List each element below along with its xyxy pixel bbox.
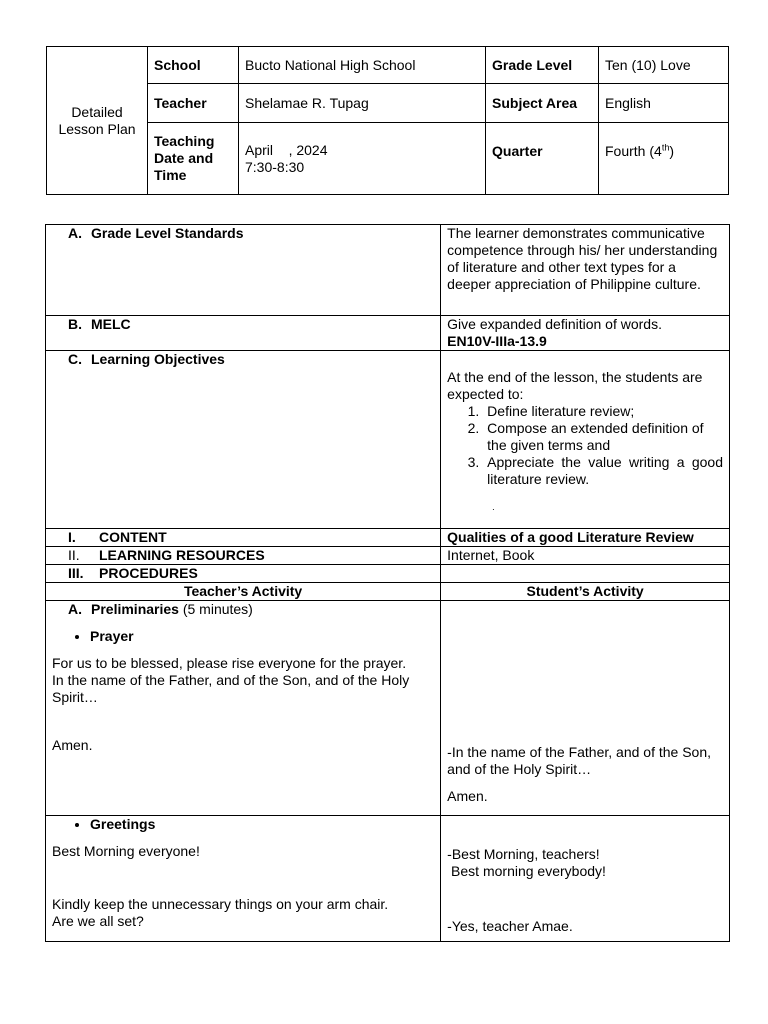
student-amen: Amen.	[447, 788, 488, 804]
greetings-title: • Greetings	[90, 816, 434, 833]
subject-value: English	[599, 84, 729, 123]
teacher-question: Are we all set?	[52, 913, 144, 929]
quarter-value: Fourth (4th)	[599, 123, 729, 195]
quarter-label: Quarter	[486, 123, 599, 195]
resources-value: Internet, Book	[441, 547, 730, 565]
objectives-heading: C. Learning Objectives	[46, 351, 441, 529]
content-value: Qualities of a good Literature Review	[441, 529, 730, 547]
content-heading: I. CONTENT	[46, 529, 441, 547]
resources-heading: II. LEARNING RESOURCES	[46, 547, 441, 565]
objectives-cell	[441, 351, 730, 529]
objectives-intro: At the end of the lesson, the students are expected to:	[447, 369, 703, 402]
preliminaries-heading: A. Preliminaries (5 minutes)	[68, 601, 253, 617]
prayer-title: • Prayer	[90, 628, 434, 645]
procedures-value	[441, 565, 730, 583]
teacher-value: Shelamae R. Tupag	[239, 84, 486, 123]
standards-text: The learner demonstrates communicative competence through his/ her understanding of literature and other text types for a deeper appreciation of Philippine culture.	[441, 225, 730, 316]
teacher-prayer-text: In the name of the Father, and of the Son, and of the Holy Spirit…	[52, 672, 410, 705]
lesson-body-table	[45, 224, 730, 942]
teacher-amen: Amen.	[52, 737, 93, 753]
plan-type: Detailed Lesson Plan	[47, 47, 148, 195]
greetings-student-cell	[441, 816, 730, 942]
teacher-column-header: Teacher’s Activity	[46, 583, 441, 601]
objective-item: 3. Appreciate the value writing a good literature review.	[483, 454, 723, 488]
objectives-trailing: .	[492, 502, 495, 512]
date-label: Teaching Date and Time	[148, 123, 239, 195]
teacher-label: Teacher	[148, 84, 239, 123]
standards-heading: A. Grade Level Standards	[46, 225, 441, 316]
grade-value: Ten (10) Love	[599, 47, 729, 84]
melc-code: EN10V-IIIa-13.9	[447, 333, 547, 349]
date-cell	[239, 123, 486, 195]
melc-heading: B. MELC	[46, 316, 441, 351]
student-greeting-1: -Best Morning, teachers!	[447, 846, 600, 862]
teacher-prayer-invite: For us to be blessed, please rise everyone for the prayer.	[52, 655, 407, 671]
school-value: Bucto National High School	[239, 47, 486, 84]
date-value: April , 2024	[245, 141, 328, 158]
teacher-greeting: Best Morning everyone!	[52, 843, 200, 859]
preliminaries-student-cell	[441, 601, 730, 816]
student-reply: -Yes, teacher Amae.	[447, 918, 573, 934]
subject-label: Subject Area	[486, 84, 599, 123]
student-prayer-text: -In the name of the Father, and of the Son, and of the Holy Spirit…	[447, 744, 712, 777]
greetings-teacher-cell	[46, 816, 441, 942]
preliminaries-teacher-cell	[46, 601, 441, 816]
teacher-instruction: Kindly keep the unnecessary things on your arm chair.	[52, 896, 389, 912]
grade-label: Grade Level	[486, 47, 599, 84]
time-value: 7:30-8:30	[245, 158, 305, 175]
school-label: School	[148, 47, 239, 84]
student-greeting-2: Best morning everybody!	[447, 863, 606, 879]
melc-text: Give expanded definition of words.	[447, 316, 662, 332]
procedures-heading: III. PROCEDURES	[46, 565, 441, 583]
lesson-header-table	[46, 46, 729, 195]
student-column-header: Student’s Activity	[441, 583, 730, 601]
objective-item: 2. Compose an extended definition of the given terms and	[483, 420, 723, 454]
objectives-list	[447, 403, 723, 488]
melc-cell	[441, 316, 730, 351]
objective-item: 1. Define literature review;	[483, 403, 723, 420]
